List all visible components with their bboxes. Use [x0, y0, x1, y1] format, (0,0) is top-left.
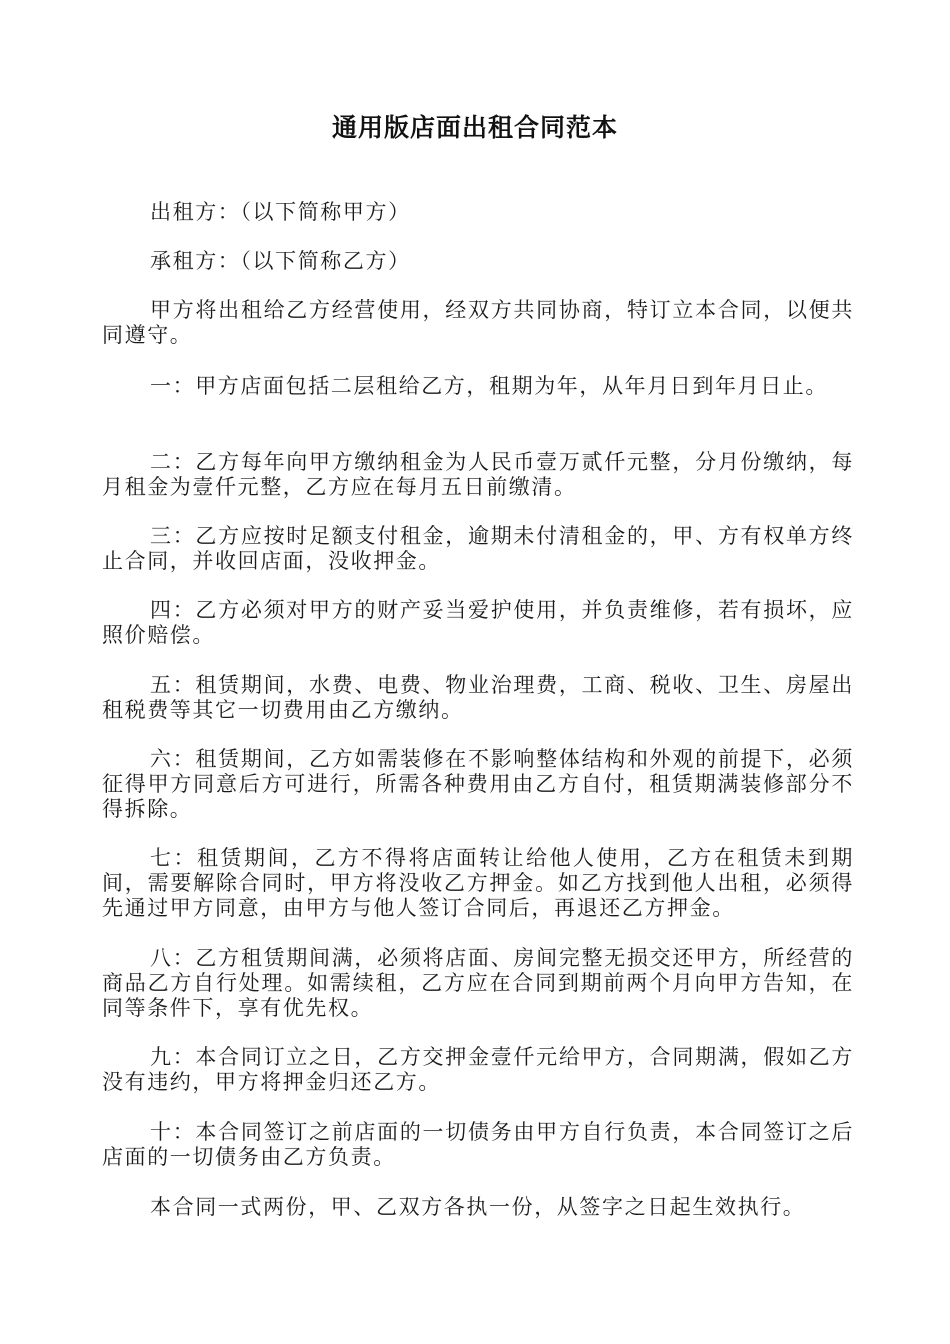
paragraph-closing: 本合同一式两份，甲、乙双方各执一份，从签字之日起生效执行。 — [150, 1195, 806, 1219]
paragraph-clause-8: 八：乙方租赁期间满，必须将店面、房间完整无损交还甲方，所经营的商品乙方自行处理。如需续租，乙方应在合同到期前两个月向甲方告知，在同等条件下，享有优先权。 — [102, 946, 854, 1020]
paragraph-clause-5: 五：租赁期间，水费、电费、物业治理费，工商、税收、卫生、房屋出租税费等其它一切费用由乙方缴纳。 — [102, 673, 854, 722]
paragraph-clause-2: 二：乙方每年向甲方缴纳租金为人民币壹万贰仟元整，分月份缴纳，每月租金为壹仟元整，乙方应在每月五日前缴清。 — [102, 450, 854, 499]
paragraph-clause-1: 一：甲方店面包括二层租给乙方，租期为年，从年月日到年月日止。 — [150, 374, 828, 398]
paragraph-clause-4: 四：乙方必须对甲方的财产妥当爱护使用，并负责维修，若有损坏，应照价赔偿。 — [102, 598, 854, 647]
paragraph-clause-9: 九：本合同订立之日，乙方交押金壹仟元给甲方，合同期满，假如乙方没有违约，甲方将押金归还乙方。 — [102, 1045, 854, 1094]
paragraph-intro: 甲方将出租给乙方经营使用，经双方共同协商，特订立本合同，以便共同遵守。 — [102, 298, 854, 347]
paragraph-clause-3: 三：乙方应按时足额支付租金，逾期未付清租金的，甲、方有权单方终止合同，并收回店面，没收押金。 — [102, 524, 854, 573]
document-title: 通用版店面出租合同范本 — [331, 113, 618, 142]
paragraph-clause-10: 十：本合同签订之前店面的一切债务由甲方自行负责，本合同签订之后店面的一切债务由乙方负责。 — [102, 1120, 854, 1169]
paragraph-lessee: 承租方：（以下简称乙方） — [150, 249, 411, 273]
paragraph-clause-7: 七：租赁期间，乙方不得将店面转让给他人使用，乙方在租赁未到期间，需要解除合同时，甲方将没收乙方押金。如乙方找到他人出租，必须得先通过甲方同意，由甲方与他人签订合同后，再退还乙方押金。 — [102, 846, 854, 920]
paragraph-clause-6: 六：租赁期间，乙方如需装修在不影响整体结构和外观的前提下，必须征得甲方同意后方可进行，所需各种费用由乙方自付，租赁期满装修部分不得拆除。 — [102, 747, 854, 821]
paragraph-lessor: 出租方：（以下简称甲方） — [150, 200, 411, 224]
